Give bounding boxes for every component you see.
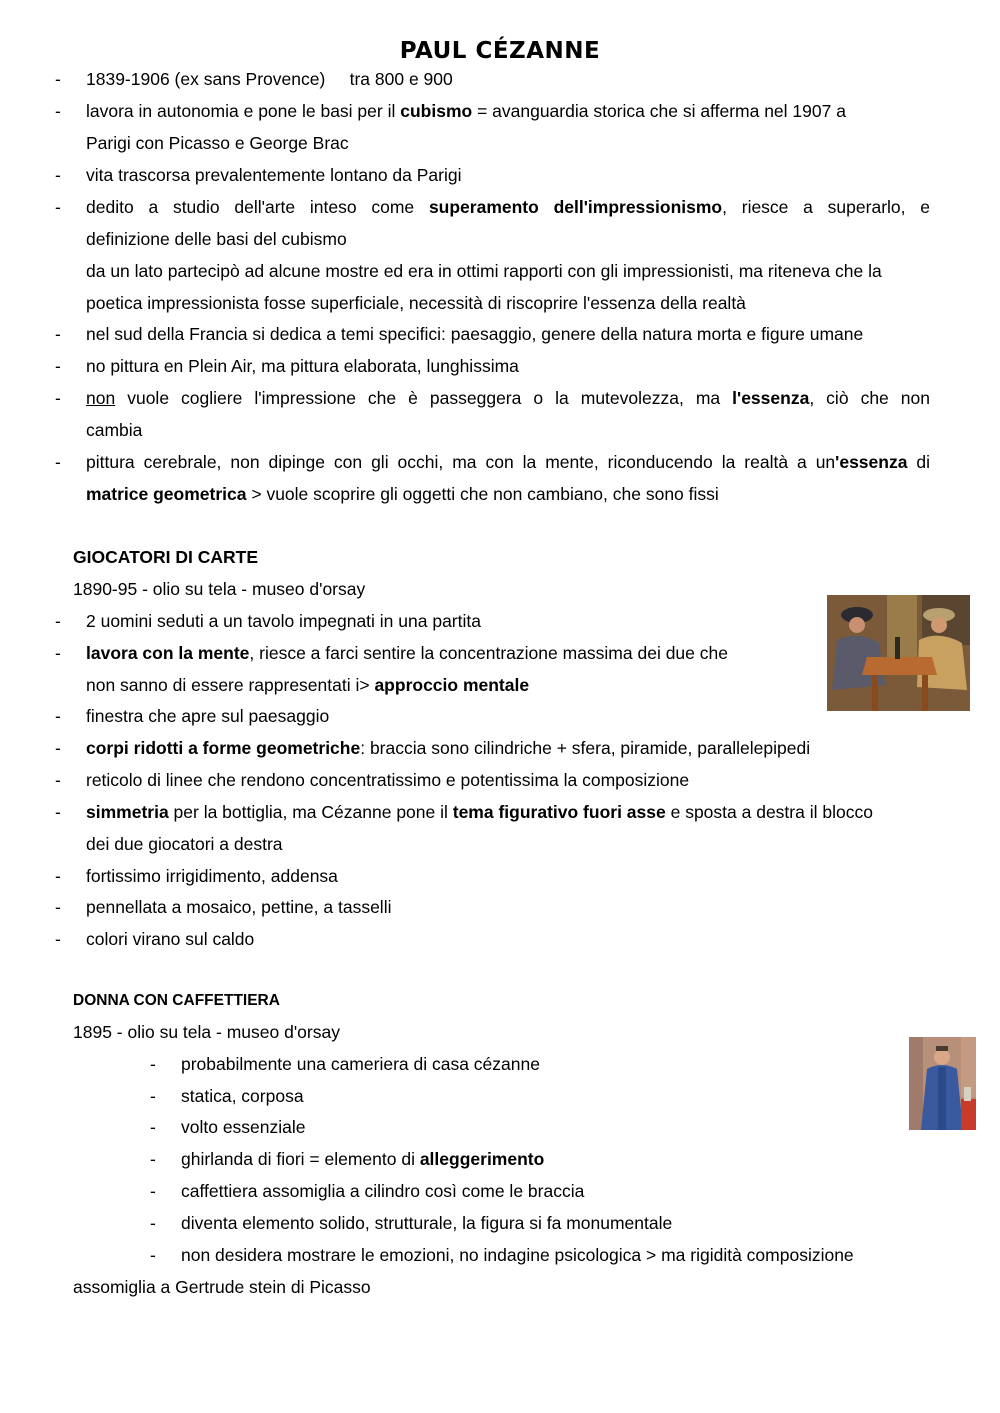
bullet-continuation: definizione delle basi del cubismo xyxy=(86,229,347,249)
bullet-dash: - xyxy=(150,1181,156,1201)
bullet-continuation: dei due giocatori a destra xyxy=(86,834,283,854)
bullet-text xyxy=(86,796,930,828)
bullet-dash: - xyxy=(55,611,61,631)
bullet-dash: - xyxy=(55,101,61,121)
bullet-dash: - xyxy=(55,452,61,472)
bullet-dash: - xyxy=(150,1213,156,1233)
bullet-text xyxy=(86,382,930,414)
text-run: dedito a studio dell'arte inteso come xyxy=(86,197,429,217)
bullet-continuation: da un lato partecipò ad alcune mostre ed era in ottimi rapporti con gli impressionisti, ma riteneva che la xyxy=(86,261,882,281)
bullet-text: nel sud della Francia si dedica a temi specifici: paesaggio, genere della natura morta e figure umane xyxy=(86,324,864,344)
bullet-text: volto essenziale xyxy=(181,1117,306,1137)
bullet-text xyxy=(86,732,930,764)
closing-note: assomiglia a Gertrude stein di Picasso xyxy=(73,1277,371,1297)
bullet-text: reticolo di linee che rendono concentratissimo e potentissima la composizione xyxy=(86,770,690,790)
text-run: per la bottiglia, ma Cézanne pone il xyxy=(168,802,453,822)
bullet-dash: - xyxy=(55,356,61,376)
bullet-dash: - xyxy=(55,69,61,89)
bullet-dash: - xyxy=(55,802,61,822)
bullet-text xyxy=(181,1143,544,1175)
bullet-text xyxy=(86,191,930,223)
bold-term: simmetria xyxy=(86,802,169,822)
text-run: di xyxy=(907,452,931,472)
underlined-term: non xyxy=(86,388,116,408)
text-run: , ciò che non xyxy=(809,388,930,408)
bullet-continuation: Parigi con Picasso e George Brac xyxy=(86,133,349,153)
bullet-dash: - xyxy=(150,1117,156,1137)
bullet-text xyxy=(86,446,930,478)
text-run: e sposta a destra il blocco xyxy=(665,802,873,822)
bullet-dash: - xyxy=(55,324,61,344)
section-heading-giocatori: GIOCATORI DI CARTE xyxy=(73,547,259,567)
bold-term: superamento dell'impressionismo xyxy=(428,197,723,217)
bold-term: tema figurativo fuori asse xyxy=(452,802,666,822)
bullet-text: fortissimo irrigidimento, addensa xyxy=(86,866,338,886)
bullet-dash: - xyxy=(55,866,61,886)
bullet-text: statica, corposa xyxy=(181,1086,304,1106)
artwork-meta: 1890-95 - olio su tela - museo d'orsay xyxy=(73,579,366,599)
text-run: ghirlanda di fiori = elemento di xyxy=(181,1149,420,1169)
bullet-dash: - xyxy=(150,1054,156,1074)
bullet-text: probabilmente una cameriera di casa cézanne xyxy=(181,1054,540,1074)
bullet-text: colori virano sul caldo xyxy=(86,929,255,949)
section-heading-donna: DONNA CON CAFFETTIERA xyxy=(73,992,280,1009)
bullet-continuation: poetica impressionista fosse superficiale, necessità di riscoprire l'essenza della realtà xyxy=(86,293,746,313)
artwork-meta: 1895 - olio su tela - museo d'orsay xyxy=(73,1022,340,1042)
text-run: pittura cerebrale, non dipinge con gli occhi, ma con la mente, riconducendo la realtà a un xyxy=(86,452,836,472)
bullet-dash: - xyxy=(55,738,61,758)
bullet-dash: - xyxy=(150,1149,156,1169)
bullet-text: 1839-1906 (ex sans Provence) tra 800 e 900 xyxy=(86,69,453,89)
bullet-text: non desidera mostrare le emozioni, no indagine psicologica > ma rigidità composizione xyxy=(181,1245,854,1265)
bold-term: alleggerimento xyxy=(419,1149,545,1169)
page-title: PAUL CÉZANNE xyxy=(399,38,601,64)
bullet-text: caffettiera assomiglia a cilindro così come le braccia xyxy=(181,1181,585,1201)
bold-term: corpi ridotti a forme geometriche xyxy=(86,738,361,758)
text-run: lavora in autonomia e pone le basi per il xyxy=(86,101,401,121)
bullet-text: 2 uomini seduti a un tavolo impegnati in una partita xyxy=(86,611,481,631)
bold-term: cubismo xyxy=(400,101,473,121)
text-run: vuole cogliere l'impressione che è passeggera o la mutevolezza, ma xyxy=(115,388,733,408)
bullet-dash: - xyxy=(55,929,61,949)
painting-woman-coffeepot-illustration xyxy=(909,1037,976,1130)
bullet-continuation xyxy=(86,669,930,701)
bullet-text: vita trascorsa prevalentemente lontano da Parigi xyxy=(86,165,462,185)
text-run: , riesce a farci sentire la concentrazione massima dei due che xyxy=(249,643,728,663)
bullet-dash: - xyxy=(55,643,61,663)
text-run: , riesce a superarlo, e xyxy=(722,197,930,217)
bullet-text xyxy=(86,95,930,127)
bullet-text xyxy=(86,637,930,669)
bullet-text: no pittura en Plein Air, ma pittura elaborata, lunghissima xyxy=(86,356,519,376)
bullet-text: pennellata a mosaico, pettine, a tasselli xyxy=(86,897,392,917)
painting-woman-coffeepot xyxy=(909,1037,976,1130)
bullet-dash: - xyxy=(55,897,61,917)
text-run: > vuole scoprire gli oggetti che non cambiano, che sono fissi xyxy=(246,484,719,504)
text-run: non sanno di essere rappresentati i> xyxy=(86,675,375,695)
bullet-dash: - xyxy=(55,388,61,408)
bullet-continuation: cambia xyxy=(86,420,143,440)
bullet-dash: - xyxy=(150,1245,156,1265)
bullet-dash: - xyxy=(55,770,61,790)
bullet-dash: - xyxy=(55,197,61,217)
bold-term: l'essenza xyxy=(732,388,810,408)
bold-term: 'essenza xyxy=(835,452,908,472)
text-run: = avanguardia storica che si afferma nel 1907 a xyxy=(472,101,846,121)
bullet-dash: - xyxy=(55,165,61,185)
bullet-continuation xyxy=(86,478,930,510)
bullet-text: diventa elemento solido, strutturale, la figura si fa monumentale xyxy=(181,1213,673,1233)
bold-term: matrice geometrica xyxy=(86,484,247,504)
text-run: : braccia sono cilindriche + sfera, piramide, parallelepipedi xyxy=(360,738,811,758)
bold-term: approccio mentale xyxy=(374,675,530,695)
bullet-dash: - xyxy=(55,706,61,726)
bullet-dash: - xyxy=(150,1086,156,1106)
bold-term: lavora con la mente xyxy=(86,643,250,663)
bullet-text: finestra che apre sul paesaggio xyxy=(86,706,330,726)
